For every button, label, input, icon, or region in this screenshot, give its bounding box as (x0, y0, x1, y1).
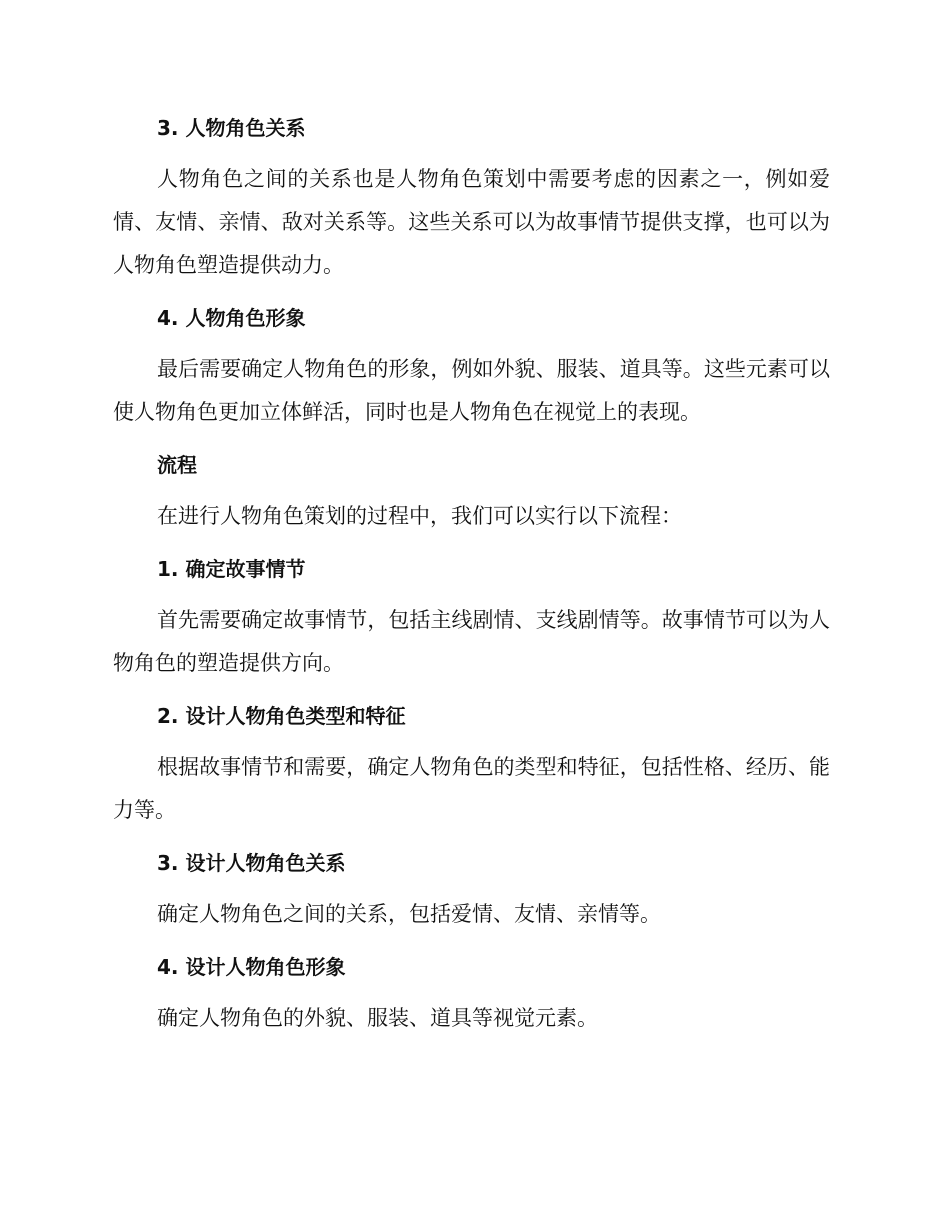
paragraph-process-intro: 在进行人物角色策划的过程中，我们可以实行以下流程： (157, 504, 682, 528)
paragraph-design-relations: 确定人物角色之间的关系，包括爱情、友情、亲情等。 (157, 902, 661, 926)
step-heading-types-traits: 2. 设计人物角色类型和特征 (157, 704, 406, 728)
paragraph-story-plot: 首先需要确定故事情节，包括主线剧情、支线剧情等。故事情节可以为人物角色的塑造提供方向。 (113, 608, 830, 675)
paragraph-types-traits: 根据故事情节和需要，确定人物角色的类型和特征，包括性格、经历、能力等。 (113, 755, 830, 822)
section-heading-character-relations: 3. 人物角色关系 (157, 116, 306, 140)
paragraph-design-image: 确定人物角色的外貌、服装、道具等视觉元素。 (157, 1006, 598, 1030)
step-heading-story-plot: 1. 确定故事情节 (157, 557, 306, 581)
section-heading-process: 流程 (157, 453, 197, 477)
step-heading-design-relations: 3. 设计人物角色关系 (157, 851, 346, 875)
paragraph-character-relations: 人物角色之间的关系也是人物角色策划中需要考虑的因素之一，例如爱情、友情、亲情、敌对关系等。这些关系可以为故事情节提供支撑，也可以为人物角色塑造提供动力。 (113, 167, 830, 277)
paragraph-character-image: 最后需要确定人物角色的形象，例如外貌、服装、道具等。这些元素可以使人物角色更加立体鲜活，同时也是人物角色在视觉上的表现。 (113, 357, 830, 424)
section-heading-character-image: 4. 人物角色形象 (157, 306, 306, 330)
step-heading-design-image: 4. 设计人物角色形象 (157, 955, 346, 979)
